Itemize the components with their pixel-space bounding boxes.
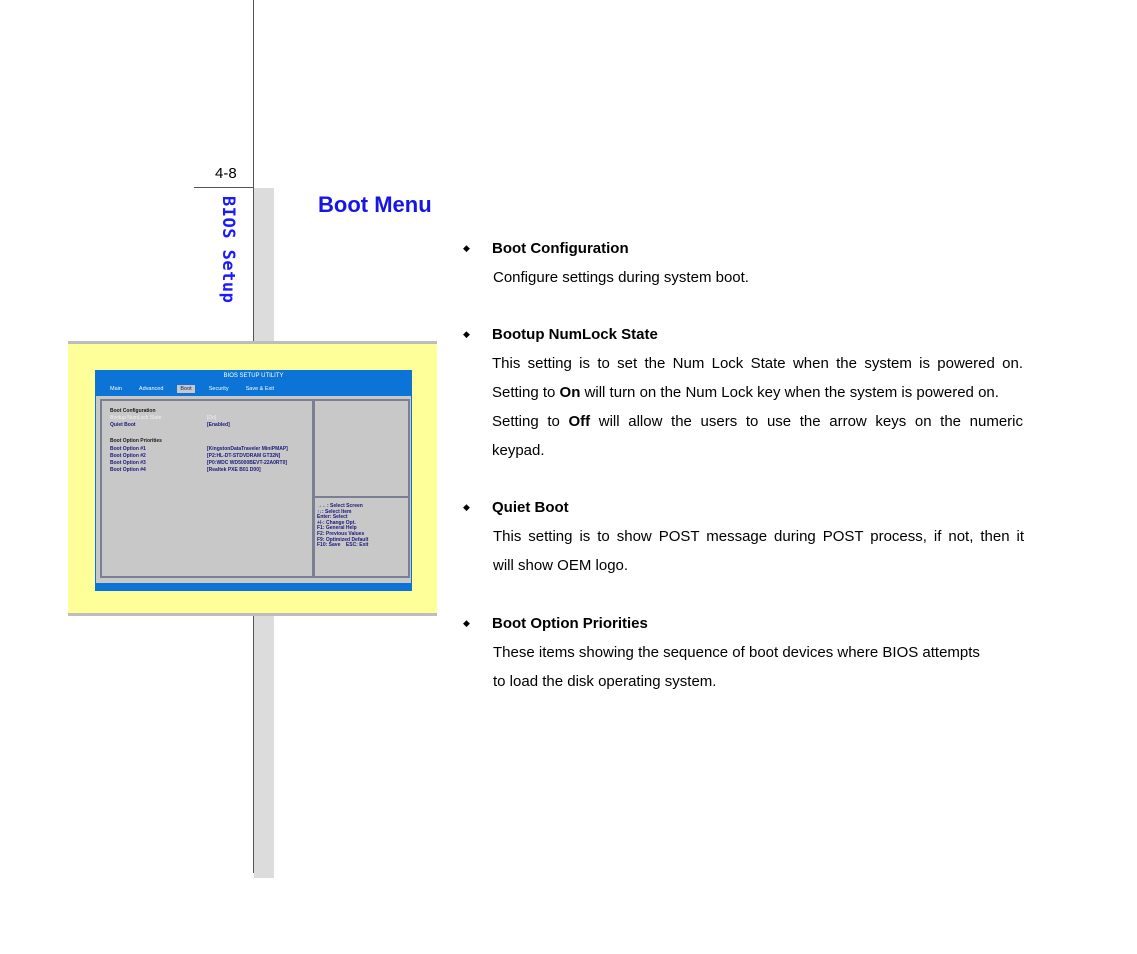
bullet-icon: ◆: [463, 502, 470, 512]
bios-quiet-label: Quiet Boot: [110, 422, 136, 428]
bios-help-line: +/-: Change Opt.: [317, 519, 356, 526]
bios-body: [96, 396, 411, 583]
item-heading-boot-configuration: Boot Configuration: [492, 240, 629, 257]
item-text-numlock-line2: [492, 378, 1032, 407]
item-heading-boot-option-priorities: Boot Option Priorities: [492, 615, 648, 632]
bios-help-line: F1: General Help: [317, 525, 357, 532]
page-number: 4-8: [215, 165, 237, 182]
text-run-bold: Off: [568, 413, 591, 430]
bios-option-value: [P2:HL-DT-STDVDRAM GT32N]: [207, 453, 281, 459]
bios-tab-boot: Boot: [177, 385, 194, 393]
bios-help-line: Enter: Select: [317, 514, 348, 521]
text-run: Setting to: [492, 384, 560, 401]
bios-screenshot: [95, 370, 412, 591]
item-text-numlock-line4: keypad.: [492, 442, 545, 459]
item-text-quiet-line2: will show OEM logo.: [493, 557, 629, 574]
item-text-numlock-line3: [492, 407, 1023, 436]
bios-help-line: F2: Previous Values: [317, 530, 365, 537]
bios-help-line: F9: Optimized Default: [317, 536, 369, 543]
item-text-boot-configuration: Configure settings during system boot.: [493, 269, 749, 286]
bios-option-value: [P0:WDC WD5000BEVT-22A0RT0]: [207, 460, 288, 466]
page-number-rule: [194, 187, 254, 188]
text-run-bold: On: [559, 384, 581, 401]
bios-tabs: [107, 385, 288, 393]
bios-tab-main: Main: [110, 386, 122, 392]
text-run: Setting to: [492, 413, 569, 430]
bios-numlock-label: Bootup NumLock State: [110, 415, 162, 421]
bios-tab-security: Security: [208, 386, 229, 392]
item-text-numlock-line1: This setting is to set the Num Lock State when the system is powered on.: [492, 355, 1023, 372]
section-title: Boot Menu: [318, 192, 432, 217]
bios-option-label: Boot Option #3: [110, 460, 146, 466]
bios-tab-advanced: Advanced: [138, 386, 164, 392]
item-heading-quiet-boot: Quiet Boot: [492, 499, 569, 516]
bullet-icon: ◆: [463, 329, 470, 339]
bios-title: BIOS SETUP UTILITY: [223, 373, 284, 379]
bullet-icon: ◆: [463, 618, 470, 628]
text-run: will allow the users to use the arrow keys on the numeric: [590, 413, 1023, 430]
bios-priorities-header: Boot Option Priorities: [110, 438, 162, 444]
bios-help-panel: [312, 399, 410, 578]
bios-help-line: ↑↓: Select Item: [317, 508, 352, 515]
bios-option-label: Boot Option #2: [110, 453, 146, 459]
item-text-priorities-line1: These items showing the sequence of boot devices where BIOS attempts: [493, 644, 980, 661]
bios-numlock-value: [On]: [207, 415, 217, 421]
bios-quiet-value: [Enabled]: [207, 422, 230, 428]
bullet-icon: ◆: [463, 243, 470, 253]
bios-help-divider: [314, 496, 408, 498]
bios-tab-save-exit: Save & Exit: [245, 386, 275, 392]
item-heading-numlock: Bootup NumLock State: [492, 326, 658, 343]
bios-help-keys: [317, 504, 368, 549]
side-chapter-title: BIOS Setup: [218, 196, 238, 304]
text-run: will turn on the Num Lock key when the system is powered on.: [580, 384, 999, 401]
bios-option-label: Boot Option #1: [110, 446, 146, 452]
bios-help-line: F10: Save ESC: Exit: [317, 542, 369, 549]
bios-option-value: [Realtek PXE B01 D00]: [207, 467, 261, 473]
bios-config-header: Boot Configuration: [110, 408, 156, 414]
item-text-priorities-line2: to load the disk operating system.: [493, 673, 717, 690]
bios-option-value: [KingstonDataTraveler MiniPMAP]: [207, 446, 288, 452]
item-text-quiet-line1: This setting is to show POST message during POST process, if not, then it: [493, 528, 1024, 545]
bios-help-line: →←: Select Screen: [317, 503, 363, 509]
bios-settings-panel: [100, 399, 315, 578]
bios-option-label: Boot Option #4: [110, 467, 146, 473]
